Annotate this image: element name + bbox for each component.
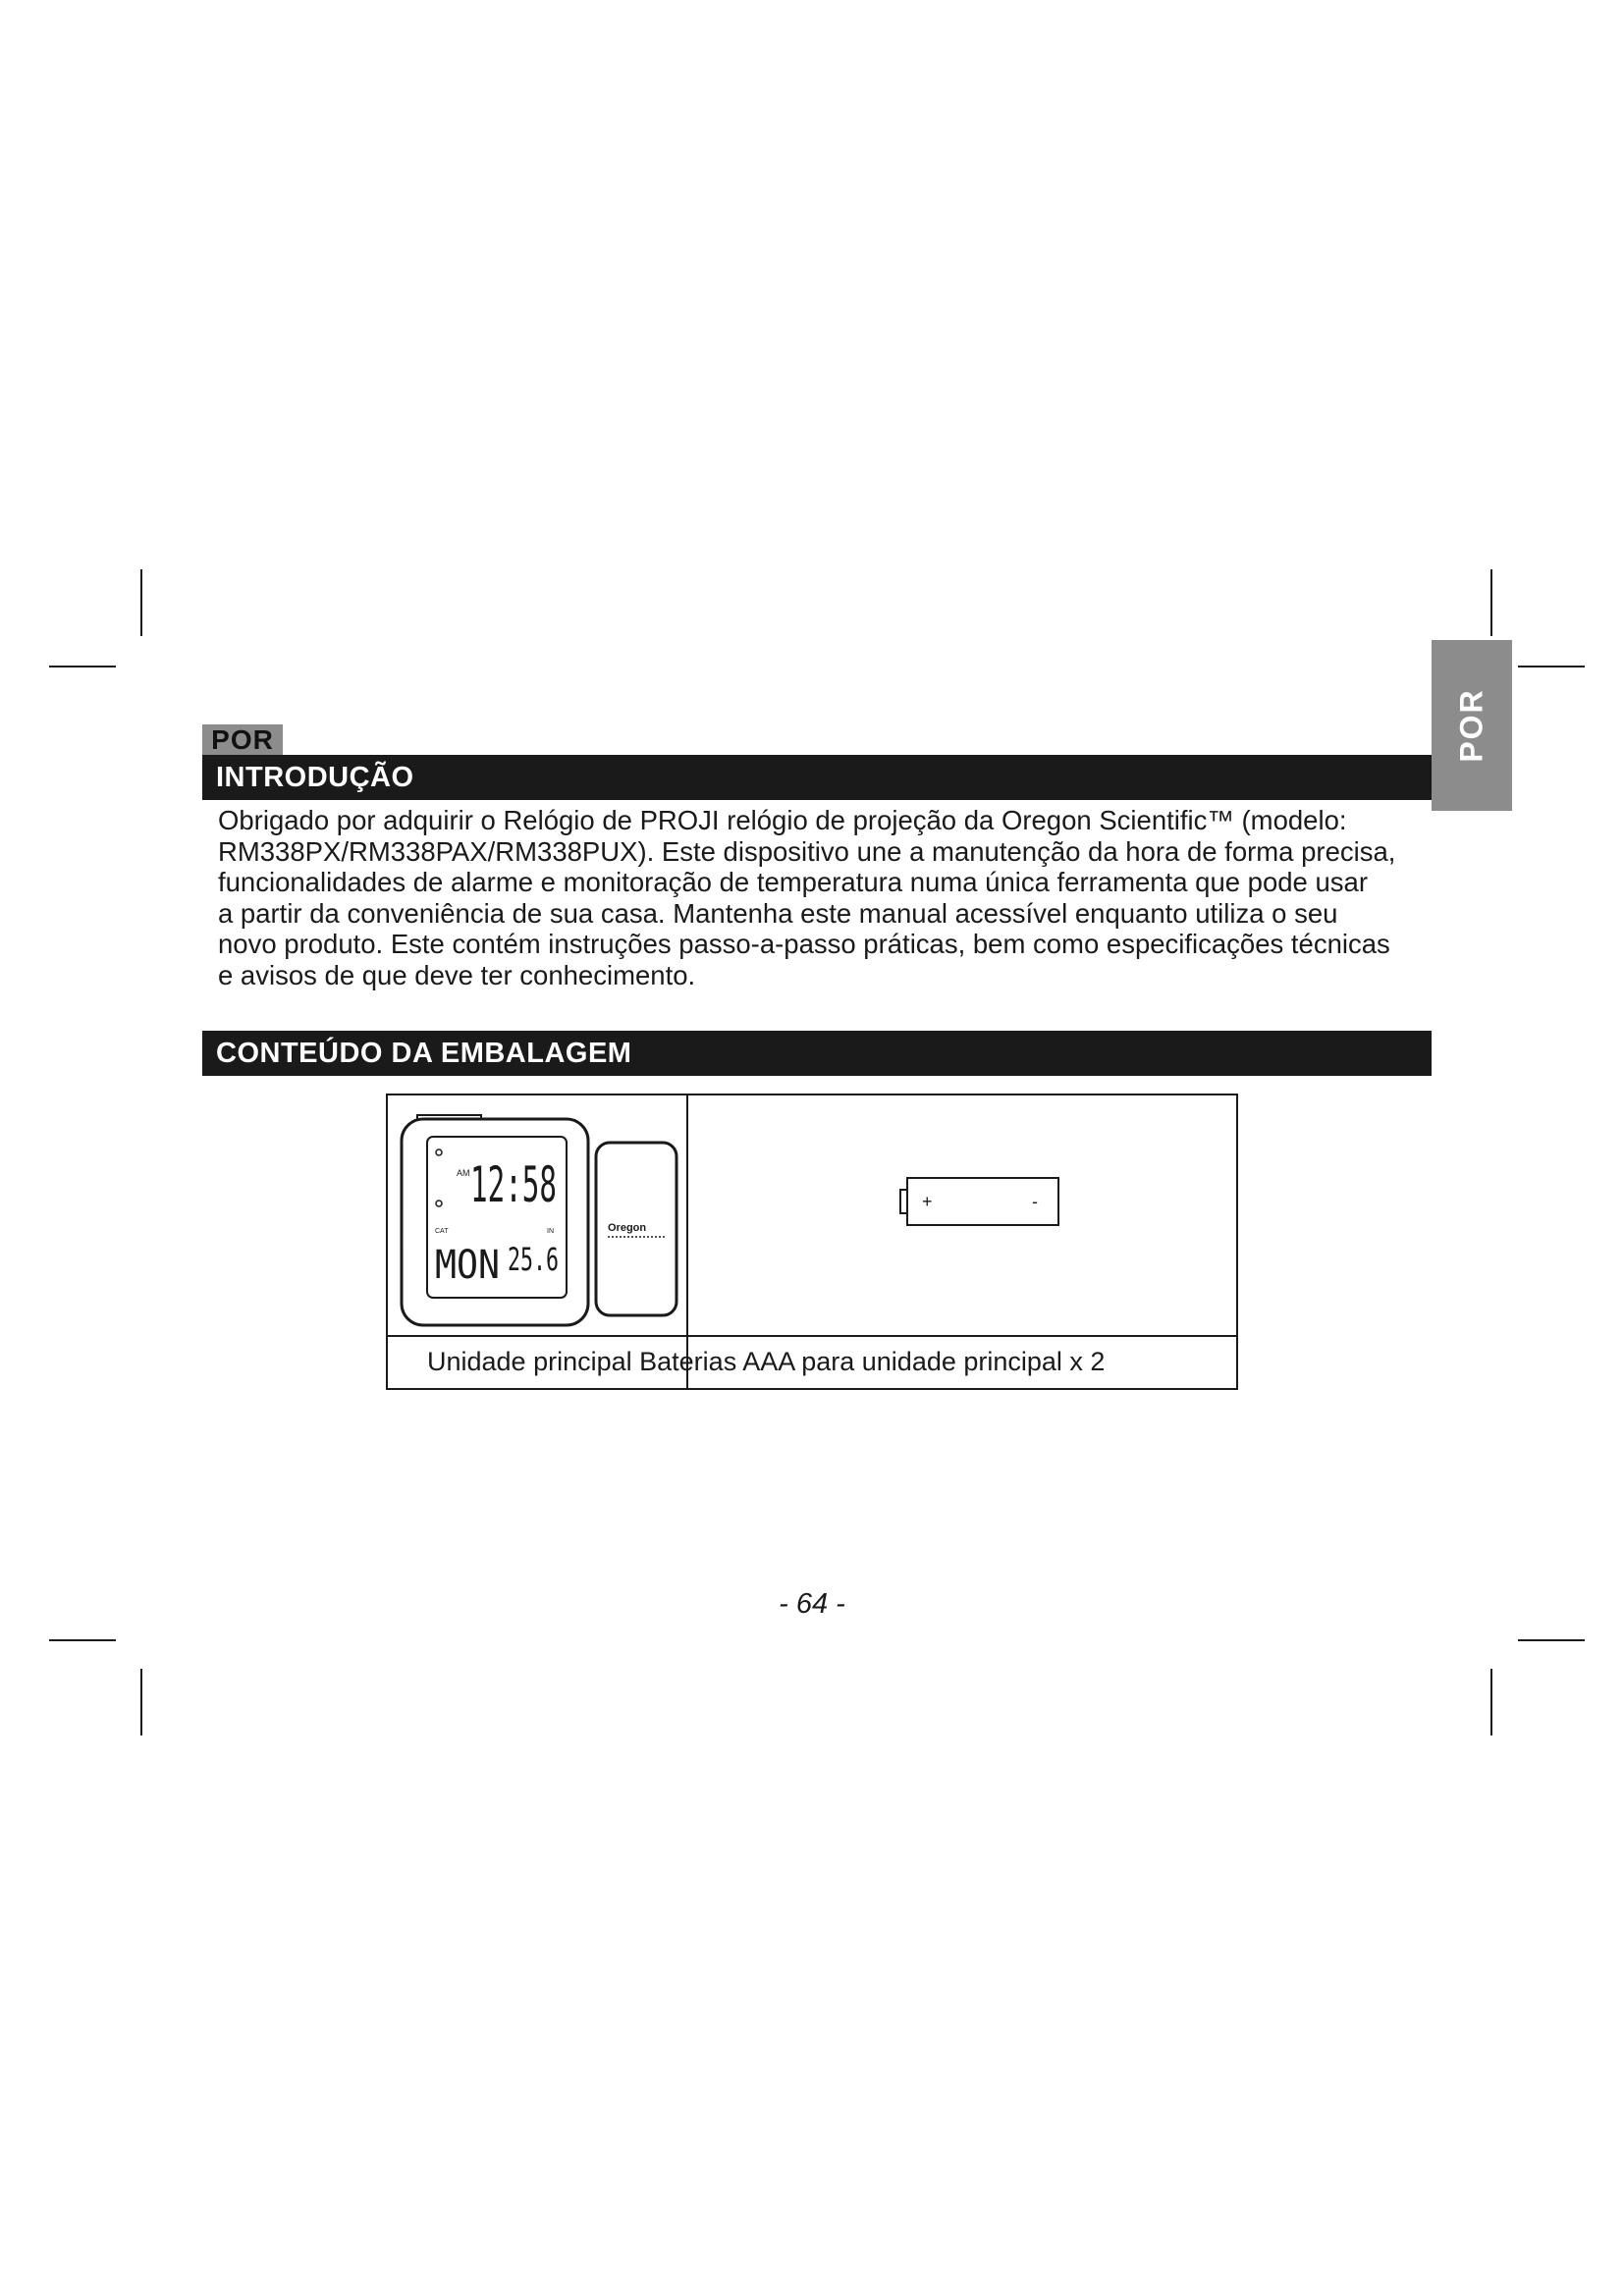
display-time: 12:58 <box>470 1156 557 1213</box>
intro-line: a partir da conveniência de sua casa. Mantenha este manual acessível enquanto utiliza o seu <box>218 897 1338 929</box>
brand-logo: Oregon <box>608 1222 647 1234</box>
intro-heading: INTRODUÇÃO <box>202 755 1432 800</box>
display-am: AM <box>457 1168 470 1178</box>
table-divider <box>388 1335 1236 1337</box>
display-temperature: 25.6 <box>508 1241 559 1278</box>
intro-paragraph <box>218 805 1435 990</box>
intro-line: novo produto. Este contém instruções passo-a-passo práticas, bem como especificações técnicas <box>218 929 1390 959</box>
package-contents-table <box>386 1094 1238 1390</box>
page-number: - 64 - <box>779 1588 845 1620</box>
crop-mark <box>49 1639 116 1641</box>
display-cat: CAT <box>435 1228 449 1235</box>
crop-mark <box>49 666 116 667</box>
display-day: MON <box>435 1243 500 1288</box>
contents-caption-row <box>427 1347 1105 1377</box>
battery-minus: - <box>1032 1192 1038 1211</box>
intro-line: e avisos de que deve ter conhecimento. <box>218 959 696 990</box>
language-tag: POR <box>202 724 283 756</box>
battery-illustration <box>898 1174 1065 1229</box>
display-in: IN <box>547 1228 554 1235</box>
intro-line: RM338PX/RM338PAX/RM338PUX). Este dispositivo une a manutenção da hora de forma precisa, <box>218 835 1396 867</box>
crop-mark <box>1490 1669 1492 1735</box>
crop-mark <box>1490 569 1492 636</box>
intro-line: funcionalidades de alarme e monitoração de temperatura numa única ferramenta que pode usar <box>218 867 1368 897</box>
battery-plus: + <box>922 1192 933 1211</box>
caption-main-unit: Unidade principal <box>427 1347 640 1376</box>
crop-mark <box>140 1669 142 1735</box>
crop-mark <box>140 569 142 636</box>
main-unit-illustration <box>398 1113 682 1329</box>
intro-line: Obrigado por adquirir o Relógio de PROJI relógio de projeção da Oregon Scientific™ (modelo: <box>218 805 1347 835</box>
crop-mark <box>1518 666 1585 667</box>
table-divider <box>686 1095 688 1388</box>
crop-mark <box>1518 1639 1585 1641</box>
caption-batteries: Baterias AAA para unidade principal x 2 <box>639 1347 1106 1376</box>
side-tab-label: POR <box>1453 688 1489 763</box>
side-language-tab <box>1432 640 1512 811</box>
package-contents-heading: CONTEÚDO DA EMBALAGEM <box>202 1031 1432 1076</box>
